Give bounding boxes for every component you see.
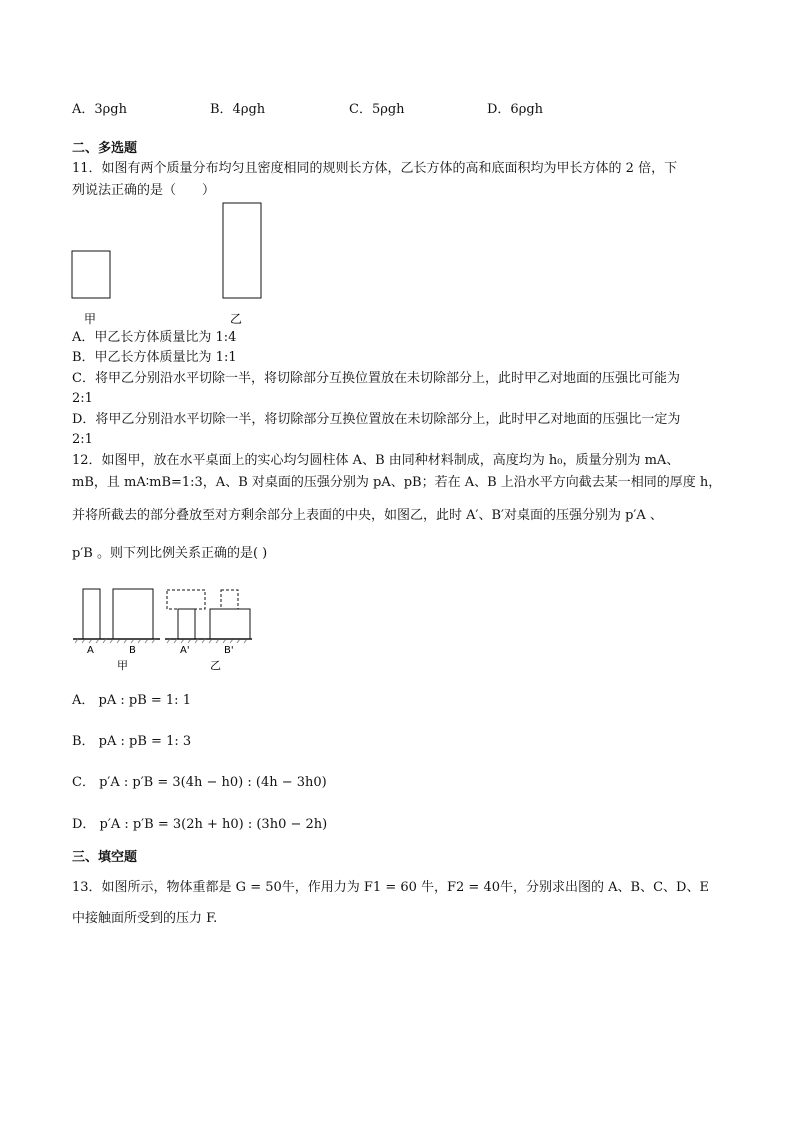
q11-stem-line2: 列说法正确的是（ ） — [72, 183, 216, 198]
label-jia: 甲 — [84, 312, 97, 326]
label-yi-12: 乙 — [210, 659, 221, 672]
q10-option-a: A．3ρgh — [72, 102, 127, 117]
q10-option-c: C．5ρgh — [349, 102, 405, 117]
label-yi: 乙 — [230, 312, 243, 326]
section-title-fill-in: 三、填空题 — [72, 850, 138, 865]
q12-option-c: C． p′A : p′B = 3(4h − h0) : (4h − 3h0) — [72, 775, 327, 790]
q11-figure — [60, 195, 280, 330]
q10-option-d: D．6ρgh — [487, 102, 544, 117]
q12-stem-line2: mB，且 mA∶mB=1:3，A、B 对桌面的压强分别为 pA、pB；若在 A、B 上沿水平方向截去某一相同的厚度 h， — [72, 475, 722, 490]
label-b-prime: B' — [224, 645, 234, 656]
q11-option-a: A．甲乙长方体质量比为 1:4 — [72, 330, 237, 345]
section-title-multiple-choice: 二、多选题 — [72, 141, 138, 156]
cylinder-b-prime — [210, 609, 250, 639]
stacked-b-part — [167, 590, 205, 609]
label-a: A — [87, 645, 94, 656]
q11-option-d-line1: D．将甲乙分别沿水平切除一半，将切除部分互换位置放在未切除部分上，此时甲乙对地面的压强比一定为 — [72, 412, 681, 427]
cylinder-b — [113, 589, 153, 639]
label-a-prime: A' — [180, 645, 190, 656]
q11-option-b: B．甲乙长方体质量比为 1:1 — [72, 350, 237, 365]
q11-option-d-line2: 2:1 — [72, 432, 93, 447]
q11-option-c-line2: 2:1 — [72, 391, 93, 406]
box-jia — [72, 251, 110, 298]
cylinder-a-prime — [178, 609, 195, 639]
q12-option-a: A． pA : pB = 1: 1 — [72, 693, 191, 708]
q10-option-b: B．4ρgh — [210, 102, 266, 117]
q12-option-d: D． p′A : p′B = 3(2h + h0) : (3h0 − 2h) — [72, 817, 328, 832]
q12-figure — [70, 582, 260, 677]
stacked-a-part — [221, 590, 238, 609]
q11-stem-line1: 11．如图有两个质量分布均匀且密度相同的规则长方体，乙长方体的高和底面积均为甲长方体的 2 倍，下 — [72, 161, 678, 176]
q12-stem-line1: 12．如图甲，放在水平桌面上的实心均匀圆柱体 A、B 由同种材料制成，高度均为 h₀，质量分别为 mA、 — [72, 453, 680, 468]
q12-stem-line3: 并将所截去的部分叠放至对方剩余部分上表面的中央，如图乙，此时 A′、B′对桌面的压强分别为 p′A 、 — [72, 508, 663, 523]
q11-option-c-line1: C．将甲乙分别沿水平切除一半，将切除部分互换位置放在未切除部分上，此时甲乙对地面的压强比可能为 — [72, 371, 680, 386]
q12-stem-line4: p′B 。则下列比例关系正确的是( ) — [72, 546, 268, 561]
box-yi — [223, 203, 261, 298]
cylinder-a — [83, 589, 100, 639]
label-b: B — [129, 645, 136, 656]
q12-option-b: B． pA : pB = 1: 3 — [72, 734, 192, 749]
q13-stem-line2: 中接触面所受到的压力 F. — [72, 911, 218, 926]
q13-stem-line1: 13．如图所示，物体重都是 G = 50牛，作用力为 F1 = 60 牛，F2 = 40牛，分别求出图的 A、B、C、D、E — [72, 880, 709, 895]
label-jia-12: 甲 — [117, 659, 128, 672]
